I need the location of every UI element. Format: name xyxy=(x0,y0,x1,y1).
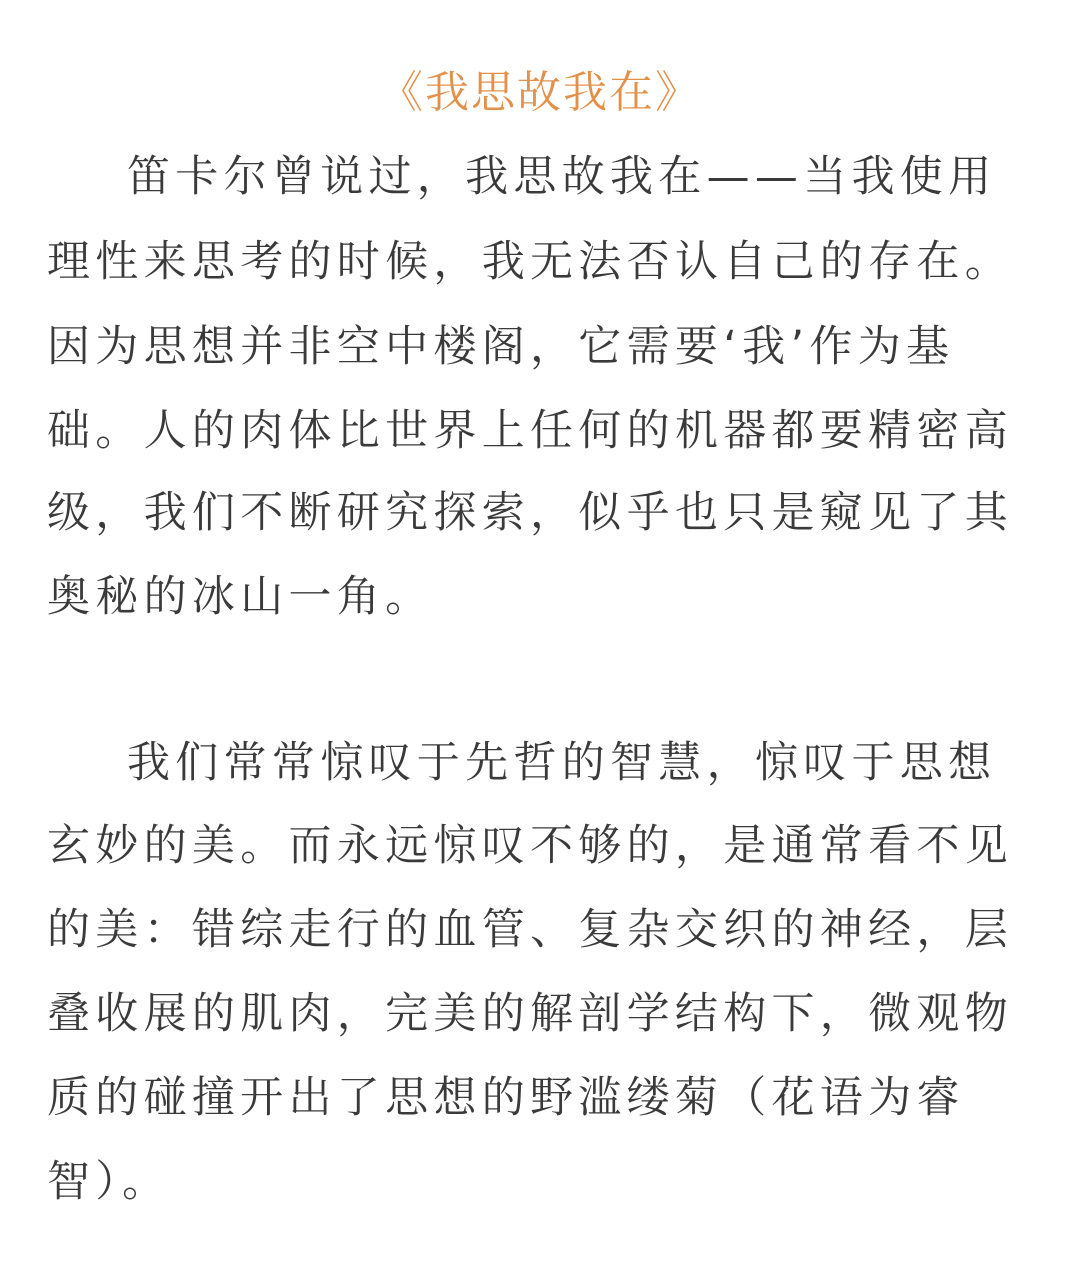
paragraph-line: 智）。 xyxy=(47,1157,171,1207)
article-title: 《我思故我在》 xyxy=(379,67,701,118)
paragraph-line: 因为思想并非空中楼阁，它需要‘我’作为基 xyxy=(47,322,955,372)
paragraph-line: 我们常常惊叹于先哲的智慧，惊叹于思想 xyxy=(127,738,997,788)
paragraph-line: 叠收展的肌肉，完美的解剖学结构下，微观物 xyxy=(47,989,1013,1039)
paragraph-line: 的美：错综走行的血管、复杂交织的神经，层 xyxy=(47,905,1013,955)
paragraph-line: 级，我们不断研究探索，似乎也只是窥见了其 xyxy=(47,488,1013,538)
paragraph-line: 笛卡尔曾说过，我思故我在——当我使用 xyxy=(127,152,997,202)
paragraph-line: 奥秘的冰山一角。 xyxy=(47,572,434,622)
paragraph-line: 理性来思考的时候，我无法否认自己的存在。 xyxy=(47,237,1013,287)
paragraph-line: 质的碰撞开出了思想的野滥缕菊（花语为睿 xyxy=(47,1073,965,1123)
paragraph-line: 础。人的肉体比世界上任何的机器都要精密高 xyxy=(47,406,1013,456)
paragraph-line: 玄妙的美。而永远惊叹不够的，是通常看不见 xyxy=(47,821,1013,871)
